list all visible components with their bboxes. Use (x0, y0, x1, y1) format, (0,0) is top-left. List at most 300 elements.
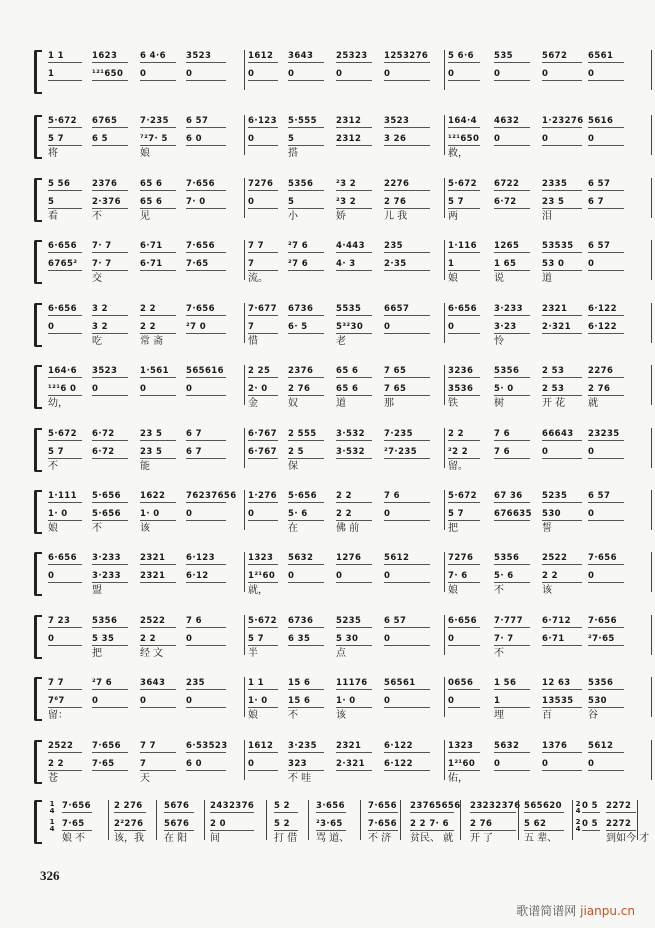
time-sig-num: 2 (575, 818, 581, 826)
note-group: 56561 (384, 677, 430, 690)
lyric-syllable: 天 (140, 773, 150, 784)
lyric-syllable: 苍 (48, 773, 58, 784)
note-group: 7·656 (368, 801, 397, 811)
note-group: 0 (588, 258, 624, 271)
melody-row (34, 800, 644, 814)
note-group: 7·656 (186, 240, 226, 253)
lyric-syllable: 不 (92, 211, 102, 222)
note-group: 1 56 (494, 677, 530, 690)
note-group: 6·72 (92, 428, 128, 441)
note-group: 2 5 (288, 446, 324, 459)
note-group: 0 (588, 570, 624, 583)
note-group: 1612 (248, 50, 278, 63)
note-group: 565620 (524, 800, 564, 813)
barline (651, 115, 652, 155)
note-group: 7 7 (48, 677, 82, 690)
time-sig-den: 4 (575, 807, 581, 815)
note-group: 5· 6 (494, 570, 530, 583)
lyric-syllable: 留： (48, 710, 68, 721)
note-group: 6·712 (542, 615, 582, 628)
lyric-syllable: 老 (336, 336, 346, 347)
note-group: ²3·65 (316, 818, 346, 831)
note-group: 7276 (448, 552, 480, 565)
note-group: 2 76 (384, 196, 430, 209)
vocal-row (48, 321, 644, 335)
note-group: 7·656 (186, 178, 226, 191)
note-group: 3536 (448, 383, 480, 396)
note-group: 7· 7 (494, 633, 530, 646)
note-group: 2 76 (588, 383, 624, 396)
vocal-row (48, 570, 644, 584)
note-group: 7 (248, 321, 278, 334)
note-group: 0 5 (582, 801, 598, 811)
note-group: 53535 (542, 240, 582, 253)
note-group: 13535 (542, 695, 582, 708)
note-group: 23 5 (140, 446, 176, 459)
note-group: 1·561 (140, 365, 176, 378)
note-group: 2376 (288, 365, 324, 378)
score-system (34, 615, 644, 663)
note-group: 0 (248, 508, 278, 521)
lyric-syllable: 交 (92, 273, 102, 284)
note-group: 5676 (164, 818, 194, 831)
score-system (34, 365, 644, 413)
lyrics-row (48, 648, 644, 662)
note-group: 2 2 (448, 428, 480, 441)
note-group: 1· 0 (140, 508, 176, 521)
note-group: 5535 (336, 303, 372, 316)
note-group: 2 2 (140, 321, 176, 334)
note-group: 2·376 (92, 196, 128, 209)
note-group: 2 0 (210, 818, 254, 831)
system-bracket (34, 615, 42, 659)
lyric-syllable: 树 (494, 398, 504, 409)
vocal-row (48, 133, 644, 147)
note-group: 235 (384, 240, 430, 253)
note-group: 676635 (494, 509, 532, 519)
note-group: 2 2 (48, 758, 82, 771)
lyric-syllable: 不 (494, 585, 504, 596)
note-group: 6722 (494, 178, 530, 191)
lyrics-row (48, 398, 644, 412)
note-group: 323 (288, 758, 324, 771)
watermark-cn: 歌谱简谱网 (516, 904, 577, 918)
note-group: 2 53 (542, 383, 582, 396)
system-bracket (34, 428, 42, 472)
note-group: 565616 (186, 365, 226, 378)
note-group: 2376 (92, 178, 128, 191)
lyric-syllable: 流。 (248, 273, 268, 284)
note-group: 7·235 (140, 115, 176, 128)
note-group: 5 30 (336, 633, 372, 646)
lyric-syllable: 娇 (336, 211, 346, 222)
lyric-syllable: 怜 (494, 336, 504, 347)
lyric-syllable: 保 (288, 461, 298, 472)
note-group: 5632 (288, 552, 324, 565)
melody-row (48, 615, 644, 629)
note-group: 0 (448, 321, 480, 334)
note-group: 5·656 (92, 490, 128, 503)
note-group: 6 7 (186, 446, 226, 459)
note-group: 7· 7 (92, 258, 128, 271)
note-group: 0 (186, 633, 226, 646)
lyric-syllable: 小 (288, 211, 298, 222)
score-system (34, 178, 644, 226)
note-group: 6 57 (588, 178, 624, 191)
note-group: 6736 (288, 615, 324, 628)
note-group: 0 (448, 633, 480, 646)
note-group: 0 (494, 758, 530, 771)
note-group: 23 5 (140, 428, 176, 441)
system-bracket (34, 115, 42, 159)
lyric-syllable: 该 (140, 523, 150, 534)
vocal-row (48, 633, 644, 647)
note-group: 0 (248, 133, 278, 146)
note-group: 6 0 (186, 133, 226, 146)
note-group: 6765 (92, 115, 128, 128)
lyric-syllable: 盟 (92, 585, 102, 596)
system-bracket (34, 365, 42, 409)
note-group: 0 (186, 68, 226, 81)
note-group: 6·12 (186, 570, 226, 583)
note-group: 7·777 (494, 615, 530, 628)
note-group: 5· 0 (494, 383, 530, 396)
note-group: ²7·235 (384, 446, 430, 459)
note-group: 23235 (588, 428, 624, 441)
note-group: 5 2 (274, 800, 298, 813)
note-group: 530 (588, 695, 624, 708)
note-group: 3523 (92, 365, 128, 378)
note-group: 23232376 (470, 801, 521, 811)
note-group: 0 (186, 508, 226, 521)
note-group: 2522 (542, 552, 582, 565)
note-group: 3 2 (92, 321, 128, 334)
note-group: 5 7 (448, 196, 480, 209)
barline (651, 240, 652, 280)
lyric-syllable: 不 (288, 710, 298, 721)
lyric-syllable: 该 (336, 710, 346, 721)
note-group: 0 (542, 446, 582, 459)
note-group: 2432376 (210, 801, 255, 811)
note-group: 7 6 (384, 490, 430, 503)
note-group: 25323 (336, 50, 372, 63)
lyric-syllable: 道 (542, 273, 552, 284)
note-group: 7·656 (62, 801, 91, 811)
note-group: 5·656 (92, 508, 128, 521)
lyric-syllable: 誓 (542, 523, 552, 534)
note-group: 5·555 (288, 115, 324, 128)
note-group: 2321 (336, 740, 372, 753)
vocal-row (48, 695, 644, 709)
note-group: 7·235 (384, 428, 430, 441)
system-bracket (34, 178, 42, 222)
lyrics-row (48, 211, 644, 225)
note-group: 6·656 (48, 240, 82, 253)
note-group: 5672 (542, 50, 582, 63)
note-group: 0 (384, 695, 430, 708)
note-group: 0 (140, 68, 176, 81)
lyric-syllable: 把 (448, 523, 458, 534)
note-group: 5 7 (48, 446, 82, 459)
lyric-syllable: 将 (48, 148, 58, 159)
system-bracket (34, 677, 42, 721)
note-group: 6·123 (248, 116, 277, 126)
watermark (516, 902, 635, 919)
note-group: 0 (588, 133, 624, 146)
note-group: ¹²¹650 (448, 134, 480, 144)
note-group: 6·122 (384, 740, 430, 753)
lyric-syllable: 在 阳 (164, 833, 188, 844)
note-group: 6·656 (448, 615, 480, 628)
melody-row (48, 303, 644, 317)
note-group: ²2 2 (448, 446, 480, 459)
note-group: 6·71 (140, 258, 176, 271)
note-group: 15 6 (288, 677, 324, 690)
score-system (34, 428, 644, 476)
note-group: 5 (288, 133, 324, 146)
note-group: 6 7 (588, 196, 624, 209)
note-group: 0 (542, 133, 582, 146)
note-group: 6765² (48, 258, 82, 271)
lyric-syllable: 埋 (494, 710, 504, 721)
note-group: 6·767 (248, 447, 277, 457)
lyric-syllable: 开 了 (470, 833, 494, 844)
note-group: 6·71 (140, 240, 176, 253)
note-group: 3 2 (92, 303, 128, 316)
lyric-syllable: 娘 (448, 585, 458, 596)
note-group: 2 2 (140, 303, 176, 316)
note-group: 0 (588, 446, 624, 459)
note-group: 0 (92, 695, 128, 708)
note-group: 7·656 (368, 819, 397, 829)
note-group: 0 5 (582, 819, 598, 829)
lyric-syllable: 见 (140, 211, 150, 222)
note-group: 0 (288, 68, 324, 81)
lyric-syllable: 金 (248, 398, 258, 409)
note-group: 2·35 (384, 258, 430, 271)
lyrics-row (48, 461, 644, 475)
time-sig-num: 1 (49, 818, 55, 826)
note-group: 6·767 (248, 429, 277, 439)
watermark-en: jianpu.cn (580, 904, 635, 918)
note-group: 2 276 (114, 800, 146, 813)
lyric-syllable: 在 (288, 523, 298, 534)
note-group: 6 57 (186, 115, 226, 128)
lyric-syllable: 就， (248, 585, 268, 596)
note-group: 1 (448, 258, 480, 271)
note-group: 2321 (140, 570, 176, 583)
lyric-syllable: 娘 (48, 523, 58, 534)
lyric-syllable: 道 (336, 398, 346, 409)
note-group: 5³²30 (336, 321, 372, 334)
note-group: 4632 (494, 115, 530, 128)
note-group: 3236 (448, 365, 480, 378)
note-group: 0656 (448, 677, 480, 690)
note-group: ²3 2 (336, 178, 372, 191)
score-system (34, 50, 644, 98)
note-group: 5356 (588, 677, 624, 690)
note-group: 76237656 (186, 491, 237, 501)
note-group: 164·6 (48, 365, 82, 378)
note-group: 1·111 (48, 490, 82, 503)
barline (651, 303, 652, 343)
note-group: 7 6 (494, 428, 530, 441)
note-group: 0 (248, 68, 278, 81)
system-bracket (34, 50, 42, 94)
note-group: ²7 6 (92, 677, 128, 690)
note-group: ²3 2 (336, 196, 372, 209)
note-group: 6·123 (186, 552, 226, 565)
note-group: 3·532 (336, 446, 372, 459)
lyric-syllable: 间 (210, 833, 220, 844)
note-group: 0 (186, 695, 226, 708)
note-group: 7276 (248, 178, 278, 191)
note-group: 5 (288, 196, 324, 209)
lyric-syllable: 该 (542, 585, 552, 596)
lyrics-row (34, 833, 650, 847)
lyric-syllable: 开 花 (542, 398, 566, 409)
note-group: 0 (448, 695, 480, 708)
note-group: 1²¹60 (248, 570, 278, 583)
system-bracket (34, 490, 42, 534)
note-group: 0 (92, 383, 128, 396)
note-group: 0 (48, 570, 82, 583)
lyrics-row (48, 83, 644, 97)
note-group: 0 (336, 570, 372, 583)
note-group: 1 (48, 68, 82, 81)
note-group: 6 57 (588, 240, 624, 253)
note-group: 6·122 (588, 321, 624, 334)
note-group: 2276 (588, 365, 624, 378)
note-group: 0 (140, 383, 176, 396)
note-group: 6·656 (48, 303, 82, 316)
note-group: 65 6 (140, 196, 176, 209)
note-group: 7·677 (248, 304, 277, 314)
vocal-row (48, 446, 644, 460)
note-group: 1· 0 (336, 695, 372, 708)
note-group: ²7 6 (288, 240, 324, 253)
note-group: 1·276 (248, 491, 277, 501)
melody-row (48, 178, 644, 192)
system-bracket (34, 740, 42, 784)
note-group: 0 (140, 695, 176, 708)
lyric-syllable: 不 哇 (288, 773, 312, 784)
note-group: 7 6 (186, 615, 226, 628)
note-group: 3643 (288, 50, 324, 63)
melody-row (48, 50, 644, 64)
lyric-syllable: 儿 我 (384, 211, 408, 222)
note-group: 53 0 (542, 258, 582, 271)
score-system (34, 490, 644, 538)
note-group: 67 36 (494, 490, 530, 503)
note-group: 6657 (384, 303, 430, 316)
note-group: 0 (384, 633, 430, 646)
note-group: 7·656 (588, 552, 624, 565)
lyric-syllable: 两 (448, 211, 458, 222)
melody-row (48, 552, 644, 566)
time-sig-num: 2 (575, 800, 581, 808)
lyric-syllable: 就 (588, 398, 598, 409)
lyric-syllable: 经 文 (140, 648, 164, 659)
note-group: 6561 (588, 50, 624, 63)
lyrics-row (48, 148, 644, 162)
note-group: 0 (542, 758, 582, 771)
note-group: 5 7 (48, 133, 82, 146)
lyric-syllable: 到如今 才 (606, 833, 650, 844)
lyric-syllable: 贫民、 就 (410, 833, 454, 844)
barline (651, 490, 652, 530)
note-group: 5632 (494, 740, 530, 753)
note-group: 5 2 (274, 818, 298, 831)
note-group: 5616 (588, 115, 624, 128)
note-group: 1276 (336, 552, 372, 565)
note-group: 1253276 (384, 51, 429, 61)
note-group: 5·672 (48, 428, 82, 441)
note-group: 1·116 (448, 240, 480, 253)
note-group: 7·656 (92, 740, 128, 753)
lyric-syllable: 奴 (288, 398, 298, 409)
note-group: 164·4 (448, 115, 480, 128)
lyric-syllable: 骂 道、 (316, 833, 350, 844)
note-group: 1622 (140, 490, 176, 503)
note-group: 5356 (494, 552, 530, 565)
note-group: 2522 (140, 615, 176, 628)
note-group: 7· 6 (448, 570, 480, 583)
system-bracket (34, 303, 42, 347)
barline (651, 50, 652, 90)
note-group: 2 53 (542, 365, 582, 378)
lyric-syllable: 打 借 (274, 833, 298, 844)
score-system-final (34, 800, 650, 848)
note-group: 5356 (92, 615, 128, 628)
note-group: 7 (140, 758, 176, 771)
note-group: 5 (48, 196, 82, 209)
note-group: 2 2 (140, 633, 176, 646)
lyric-syllable: 不 (494, 648, 504, 659)
lyric-syllable: 搭 (288, 148, 298, 159)
note-group: 7·65 (92, 758, 128, 771)
note-group: 530 (542, 508, 582, 521)
vocal-row (48, 383, 644, 397)
note-group: 6·656 (48, 552, 82, 565)
lyric-syllable: 娘 不 (62, 833, 86, 844)
note-group: 0 (588, 508, 624, 521)
note-group: 1323 (248, 552, 278, 565)
note-group: 66643 (542, 428, 582, 441)
vocal-row (34, 818, 644, 832)
melody-row (48, 240, 644, 254)
lyric-syllable: 不 济 (368, 833, 392, 844)
note-group: 2335 (542, 178, 582, 191)
note-group: 2 25 (248, 365, 278, 378)
note-group: 0 (384, 68, 430, 81)
melody-row (48, 115, 644, 129)
note-group: 2 2 7· 6 (410, 818, 454, 831)
lyric-syllable: 把 (92, 648, 102, 659)
note-group: 3·233 (92, 552, 128, 565)
melody-row (48, 428, 644, 442)
note-group: 2·321 (336, 758, 372, 771)
note-group: 7·65 (186, 258, 226, 271)
barline (651, 677, 652, 717)
lyric-syllable: 五 辈、 (524, 833, 558, 844)
note-group: 6·72 (494, 196, 530, 209)
note-group: 7· 0 (186, 196, 226, 209)
note-group: 2312 (336, 133, 372, 146)
note-group: 535 (494, 50, 530, 63)
system-bracket (34, 552, 42, 596)
barline (651, 178, 652, 218)
